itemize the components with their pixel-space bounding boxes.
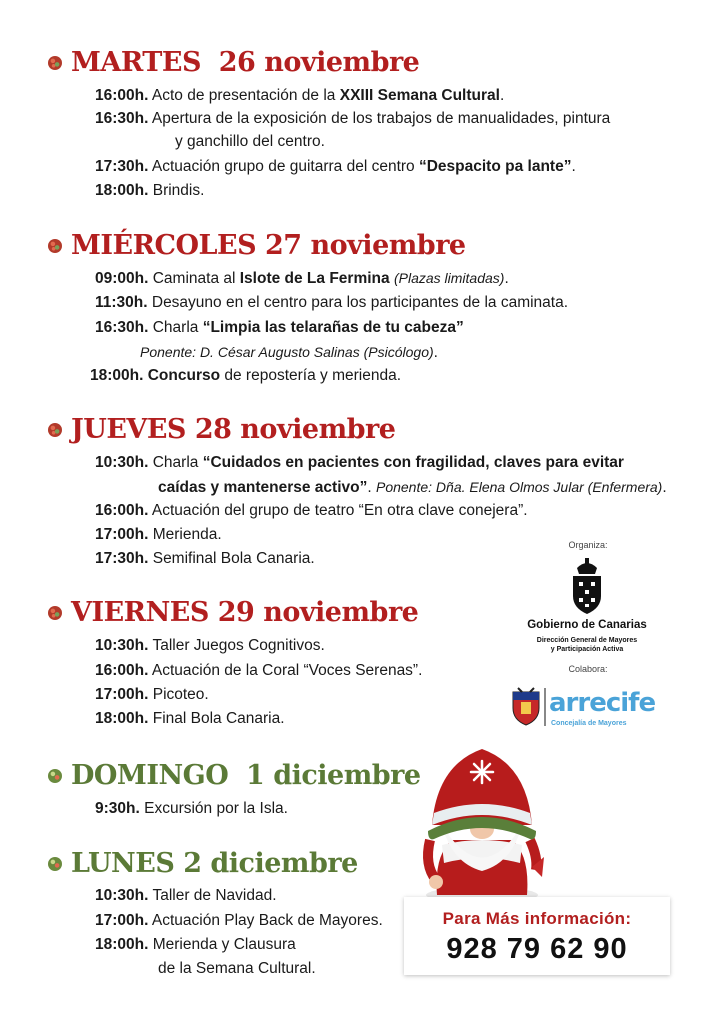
- event-line: 11:30h. Desayuno en el centro para los participantes de la caminata.: [95, 294, 569, 311]
- speaker-line: Ponente: D. César Augusto Salinas (Psicólogo).: [140, 344, 438, 361]
- ornament-icon: [48, 606, 62, 620]
- gobierno-subtitle: Dirección General de Mayores y Participación Activa: [536, 637, 638, 653]
- arrecife-subtitle: Concejalía de Mayores: [551, 720, 627, 727]
- christmas-gnome-illustration: [412, 745, 552, 905]
- day-heading-domingo: [48, 760, 421, 791]
- day-title: JUEVES 28 noviembre: [71, 414, 396, 445]
- day-heading-jueves: [48, 414, 395, 445]
- contact-info-box: [404, 897, 670, 975]
- day-title: VIERNES 29 noviembre: [71, 597, 419, 628]
- event-line: 17:30h. Actuación grupo de guitarra del centro “Despacito pa lante”.: [95, 158, 576, 175]
- event-line: 18:00h. Brindis.: [95, 182, 205, 199]
- day-title: MIÉRCOLES 27 noviembre: [71, 230, 466, 261]
- day-heading-miercoles: [48, 230, 466, 261]
- ornament-icon: [48, 857, 62, 871]
- event-line: 16:30h. Charla “Limpia las telarañas de tu cabeza”: [95, 319, 464, 336]
- event-line: 10:30h. Taller de Navidad.: [95, 887, 277, 904]
- event-line: 16:00h. Actuación de la Coral “Voces Serenas”.: [95, 662, 423, 679]
- colabora-label: Colabora:: [568, 664, 608, 674]
- arrecife-shield-logo: [510, 686, 542, 726]
- event-line: 10:30h. Taller Juegos Cognitivos.: [95, 637, 325, 654]
- ornament-icon: [48, 239, 62, 253]
- event-line: 17:00h. Merienda.: [95, 526, 222, 543]
- event-line: 18:00h. Merienda y Clausura: [95, 936, 296, 953]
- event-line-continued: caídas y mantenerse activo”. Ponente: Dña. Elena Olmos Jular (Enfermera).: [158, 479, 667, 496]
- event-line-continued: de la Semana Cultural.: [158, 960, 316, 977]
- gobierno-name: Gobierno de Canarias: [527, 619, 647, 631]
- ornament-icon: [48, 56, 62, 70]
- event-line: 17:00h. Picoteo.: [95, 686, 209, 703]
- event-line: 17:30h. Semifinal Bola Canaria.: [95, 550, 315, 567]
- day-heading-viernes: [48, 597, 418, 628]
- event-line: 17:00h. Actuación Play Back de Mayores.: [95, 912, 383, 929]
- event-line: 18:00h. Final Bola Canaria.: [95, 710, 285, 727]
- event-line: 18:00h. Concurso de repostería y merienda.: [90, 367, 402, 384]
- event-line: 16:00h. Actuación del grupo de teatro “En otra clave conejera”.: [95, 502, 528, 519]
- event-line: 9:30h. Excursión por la Isla.: [95, 800, 288, 817]
- day-title: DOMINGO 1 diciembre: [71, 760, 421, 791]
- ornament-icon: [48, 769, 62, 783]
- phone-number[interactable]: 928 79 62 90: [446, 933, 628, 965]
- event-line: 16:30h. Apertura de la exposición de los trabajos de manualidades, pintura: [95, 110, 611, 127]
- day-heading-martes: [48, 47, 419, 78]
- day-title: MARTES 26 noviembre: [71, 47, 420, 78]
- event-line: 16:00h. Acto de presentación de la XXIII Semana Cultural.: [95, 87, 505, 104]
- info-label: Para Más información:: [442, 909, 632, 928]
- ornament-icon: [48, 423, 62, 437]
- day-heading-lunes: [48, 848, 358, 879]
- logo-divider: [544, 688, 546, 726]
- event-line: 10:30h. Charla “Cuidados en pacientes con fragilidad, claves para evitar: [95, 454, 624, 471]
- arrecife-logo-text: arrecife: [549, 688, 656, 718]
- organiza-label: Organiza:: [568, 540, 608, 550]
- day-title: LUNES 2 diciembre: [71, 848, 358, 879]
- gobierno-crest-logo: [563, 556, 611, 616]
- event-line: 09:00h. Caminata al Islote de La Fermina (Plazas limitadas).: [95, 270, 509, 287]
- event-line-continued: y ganchillo del centro.: [175, 133, 325, 150]
